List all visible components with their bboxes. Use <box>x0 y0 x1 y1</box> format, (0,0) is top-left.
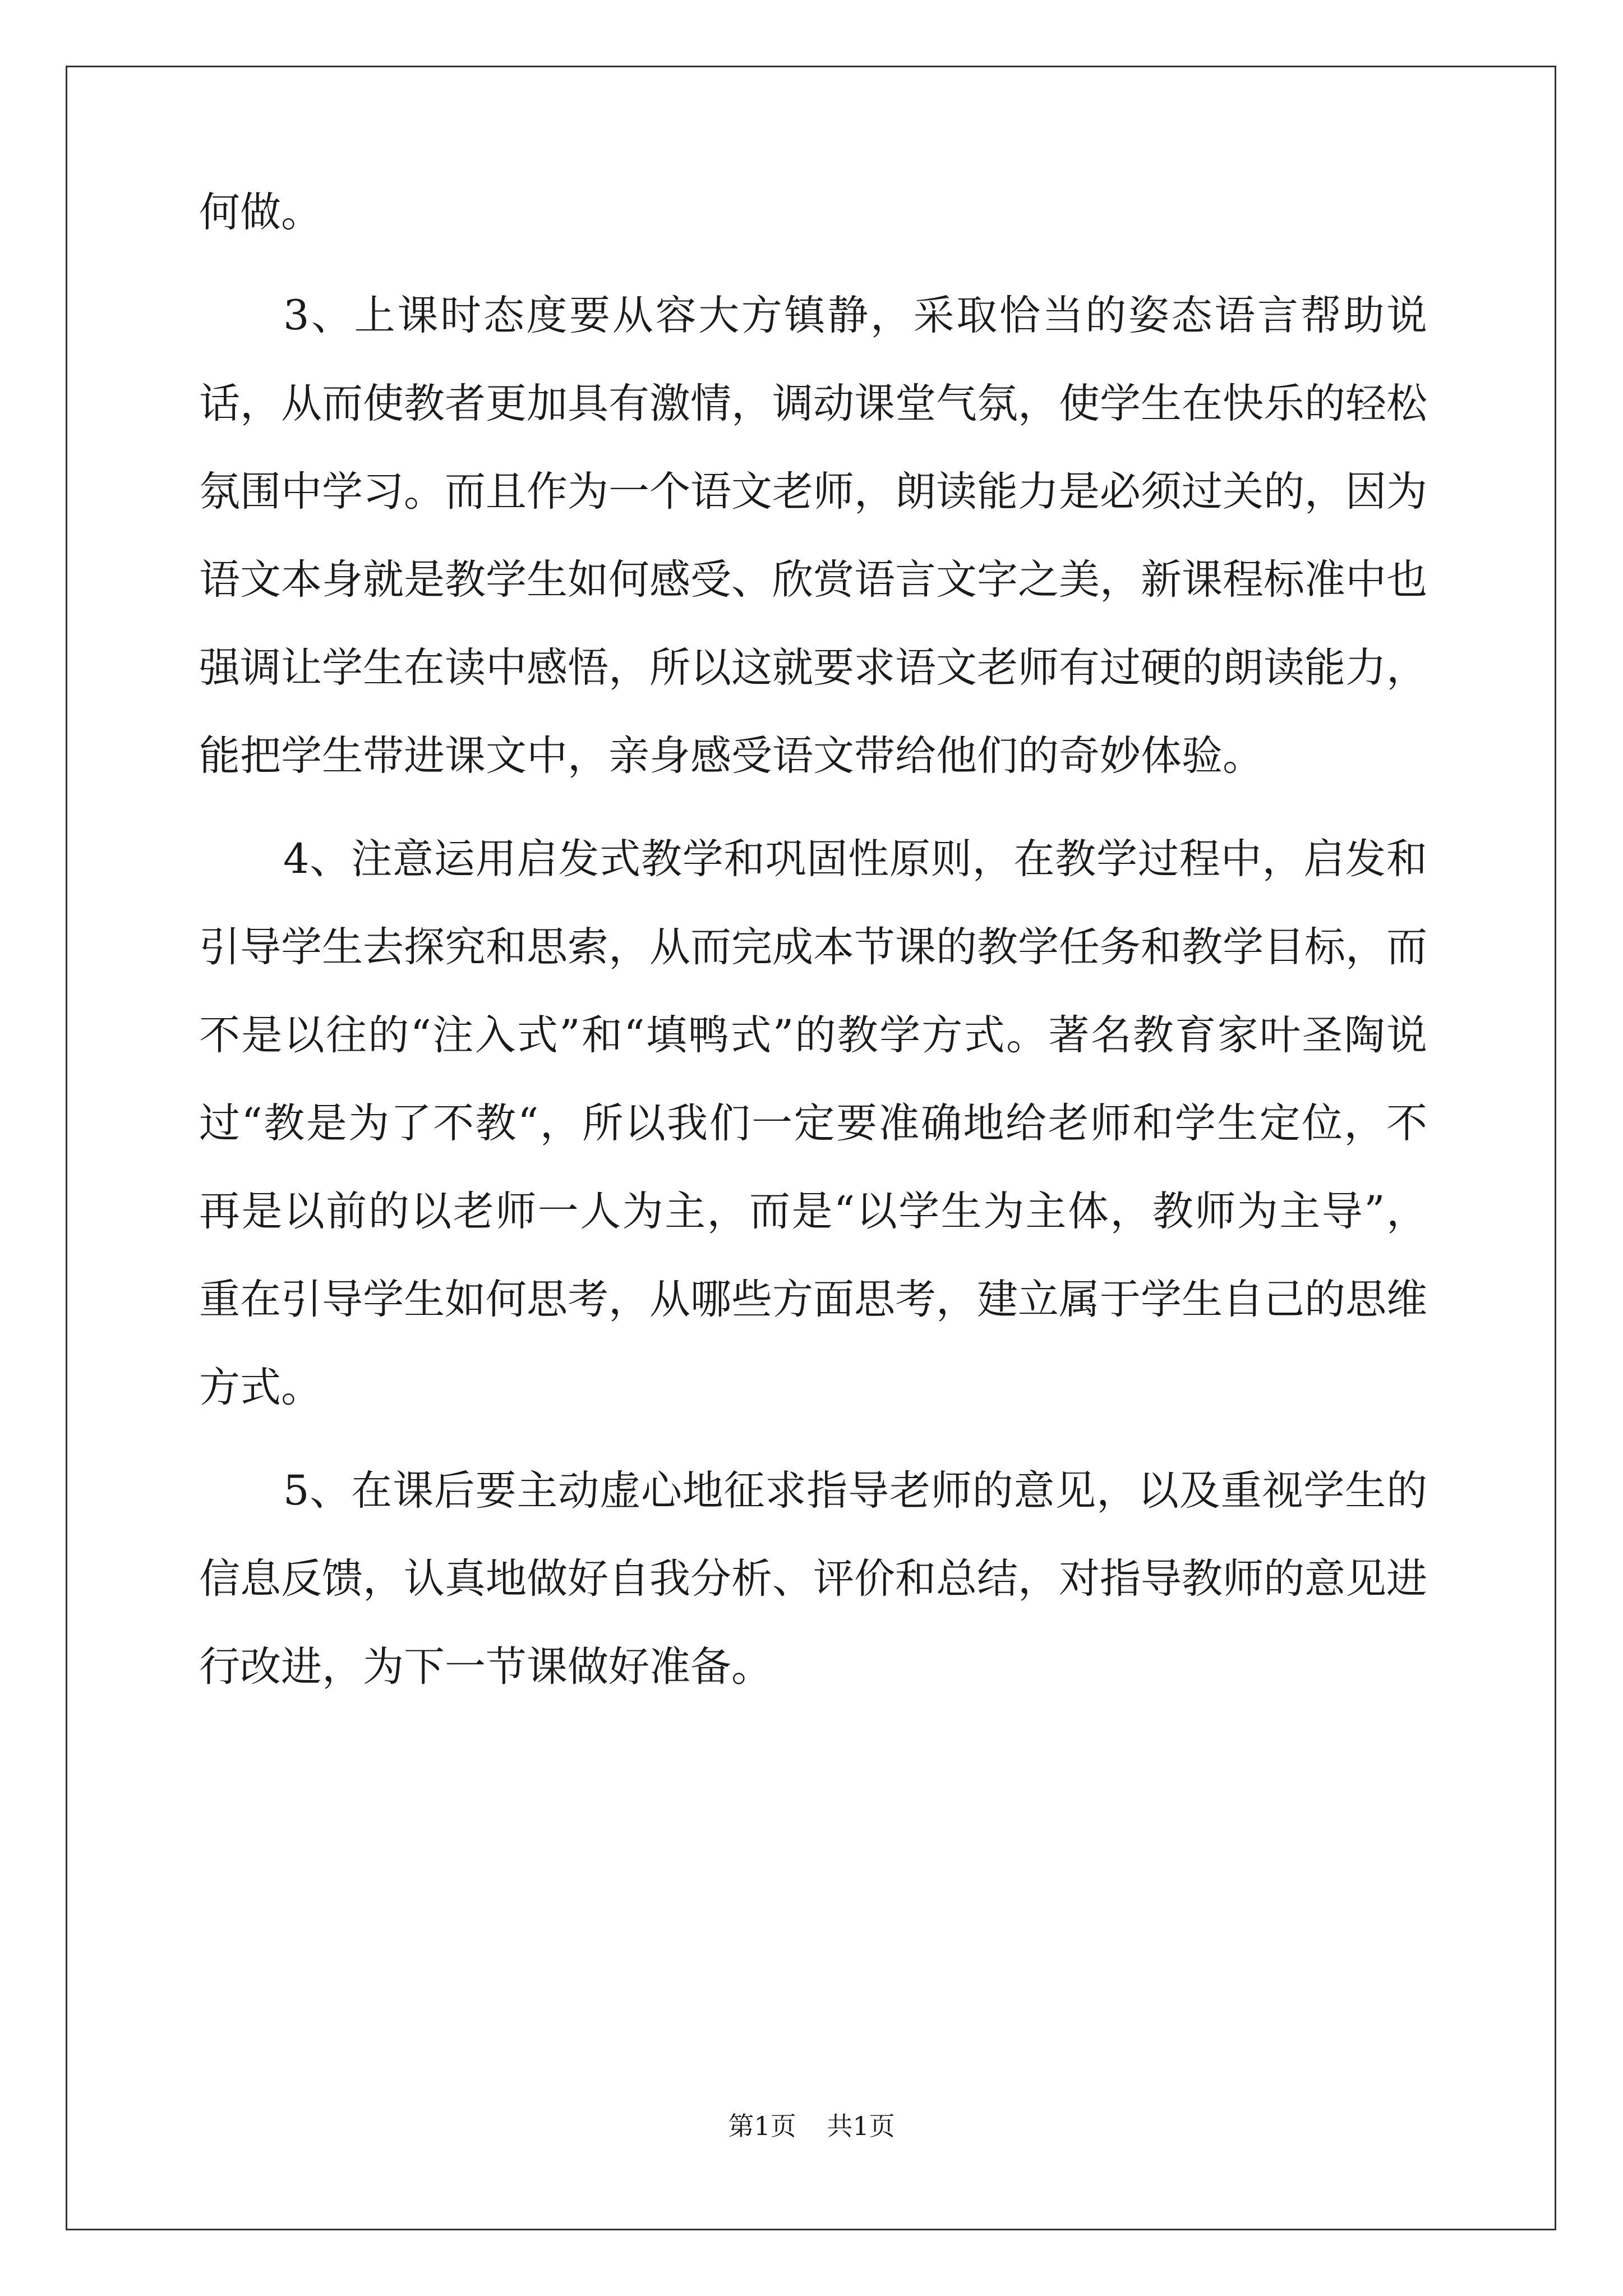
document-body <box>199 168 1427 1726</box>
page-number: 第1页 <box>728 2111 796 2141</box>
page-total: 共1页 <box>827 2111 895 2141</box>
paragraph-4: 4、注意运用启发式教学和巩固性原则，在教学过程中，启发和引导学生去探究和思索，从而完成本节课的教学任务和教学目标，而不是以往的“注入式”和“填鸭式”的教学方式。著名教育家叶圣陶说过“教是为了不教“，所以我们一定要准确地给老师和学生定位，不再是以前的以老师一人为主，而是“以学生为主体，教师为主导”，重在引导学生如何思考，从哪些方面思考，建立属于学生自己的思维方式。 <box>199 835 1427 1411</box>
paragraph-5: 5、在课后要主动虚心地征求指导老师的意见，以及重视学生的信息反馈，认真地做好自我分析、评价和总结，对指导教师的意见进行改进，为下一节课做好准备。 <box>199 1467 1427 1691</box>
paragraph-3: 3、上课时态度要从容大方镇静，采取恰当的姿态语言帮助说话，从而使教者更加具有激情，调动课堂气氛，使学生在快乐的轻松氛围中学习。而且作为一个语文老师，朗读能力是必须过关的，因为语文本身就是教学生如何感受、欣赏语言文字之美，新课程标准中也强调让学生在读中感悟，所以这就要求语文老师有过硬的朗读能力，能把学生带进课文中，亲身感受语文带给他们的奇妙体验。 <box>199 292 1427 780</box>
page-footer <box>0 2109 1623 2143</box>
paragraph-continuation: 何做。 <box>199 188 322 236</box>
